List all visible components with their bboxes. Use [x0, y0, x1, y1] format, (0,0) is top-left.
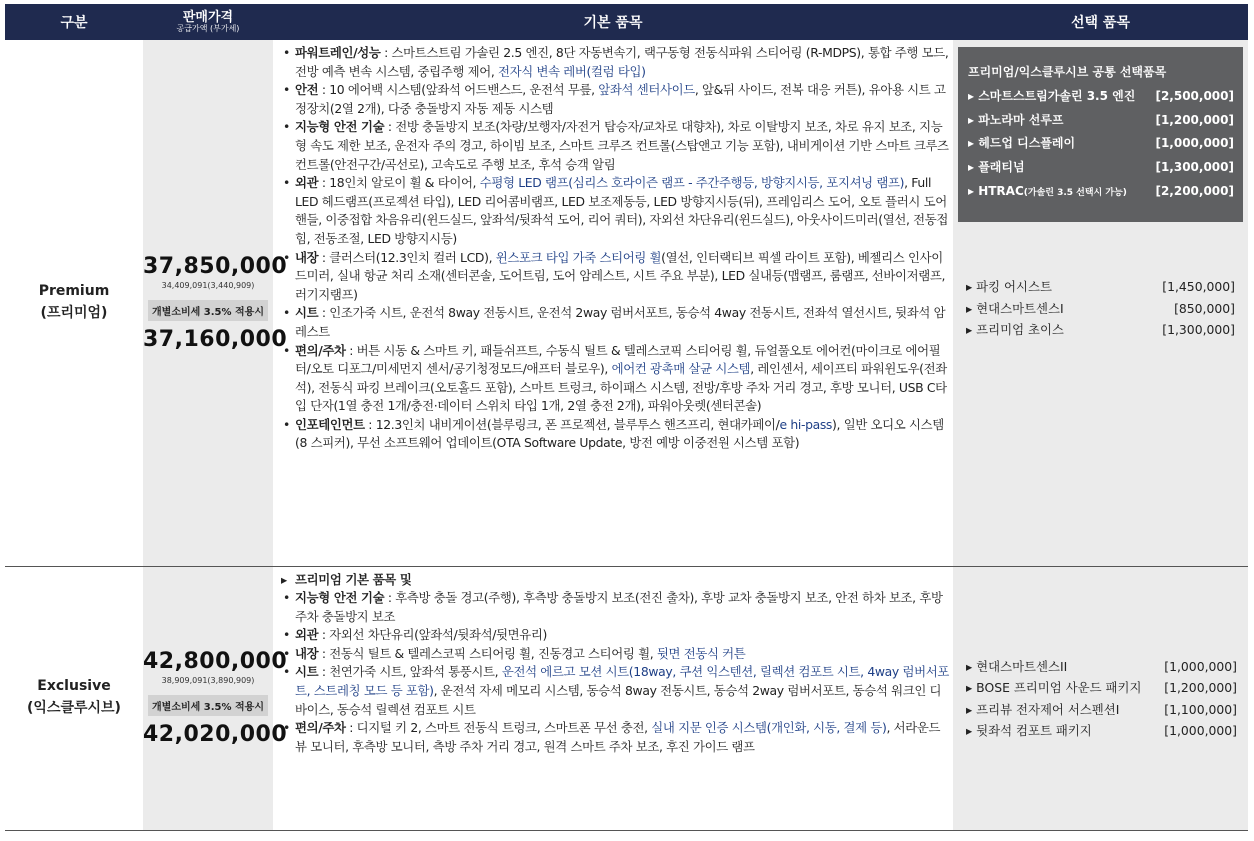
basic-item-text: : 천연가죽 시트, 앞좌석 통풍시트,: [318, 664, 502, 680]
price-cell-premium: [143, 40, 288, 566]
option-item-price: [850,000]: [1174, 300, 1235, 316]
common-option-box: [958, 47, 1243, 222]
trim-name-ko: (프리미엄): [40, 304, 108, 321]
option-item: [966, 720, 1237, 742]
basic-item-highlight: 뒷면 전동식 커튼: [656, 645, 746, 661]
option-item-price: [2,200,000]: [1155, 183, 1234, 198]
option-item-price: [2,500,000]: [1155, 88, 1234, 103]
basic-item-text: : 12.3인치 내비게이션(블루링크, 폰 프로젝션, 블루투스 핸즈프리, 현대카페이/: [364, 416, 780, 432]
option-item: [966, 298, 1235, 320]
option-cell-exclusive: [953, 566, 1248, 830]
basic-item-text-tail: , 앞&뒤 사이드, 전복 대응 커튼), 유아용 시트 고정장치(2열 2개), 다중 충돌방지 자동 제동 시스템: [295, 82, 946, 116]
basic-item-text: : 후측방 충돌 경고(주행), 후측방 충돌방지 보조(전진 출차), 후방 교차 충돌방지 보조, 안전 하차 보조, 후방 주차 충돌방지 보조: [295, 590, 943, 624]
option-item: [966, 319, 1235, 341]
table-row-exclusive: [5, 566, 1248, 830]
header-basic: 기본 품목: [273, 4, 953, 40]
option-item: [968, 85, 1234, 109]
basic-item: [279, 44, 949, 81]
common-option-list: [968, 85, 1234, 206]
option-item-label: 프리뷰 전자제어 서스펜션I: [976, 701, 1120, 717]
basic-item: [279, 174, 949, 248]
trim-cell-exclusive: [5, 566, 143, 830]
basic-item-category: 내장: [295, 249, 319, 265]
option-item-label: 헤드업 디스플레이: [978, 136, 1076, 151]
option-item-price: [1,450,000]: [1162, 279, 1235, 294]
basic-item: [279, 589, 949, 626]
basic-item-text-tail: , 서라운드 뷰 모니터, 후측방 모니터, 측방 주차 거리 경고, 원격 스마트 주차 보조, 후진 가이드 램프: [295, 720, 941, 754]
basic-item-text: : 디지털 키 2, 스마트 전동식 트렁크, 스마트폰 무선 충전,: [345, 720, 652, 736]
option-item-name: [968, 180, 1127, 206]
option-item-price: [1,100,000]: [1164, 701, 1237, 717]
option-item: [968, 132, 1234, 156]
basic-item: [279, 249, 949, 305]
option-item: [966, 699, 1237, 721]
option-item-price: [1,000,000]: [1164, 723, 1237, 738]
option-item-price: [1,300,000]: [1162, 322, 1235, 337]
option-item: [966, 656, 1237, 678]
option-item-price: [1,000,000]: [1155, 136, 1234, 151]
option-item-name: [966, 276, 1052, 298]
option-item-name: [968, 109, 1064, 133]
basic-item-text: : 스마트스트림 가솔린 2.5 엔진, 8단 자동변속기, 랙구동형 전동식파워 스티어링 (R-MDPS), 통합 주행 모드, 전방 예측 변속 시스템, 중립주행 제어,: [295, 45, 949, 79]
option-item-name: [968, 85, 1135, 109]
option-item-label: 파노라마 선루프: [978, 112, 1064, 127]
basic-item-text: : 인조가죽 시트, 운전석 8way 전동시트, 운전석 2way 럼버서포트, 동승석 4way 전동시트, 전좌석 열선시트, 뒷좌석 암레스트: [295, 305, 946, 339]
basic-item-category: 외관: [295, 627, 319, 643]
option-item: [968, 180, 1234, 206]
basic-item-category: 프리미엄 기본 품목 및: [295, 571, 412, 587]
option-item-label: 현대스마트센스II: [976, 658, 1068, 674]
basic-item-highlight: 수평형 LED 램프(심리스 호라이즌 램프 - 주간주행등, 방향지시등, 포지셔닝 램프): [479, 175, 905, 191]
option-item-label: 프리미엄 초이스: [976, 322, 1064, 337]
basic-item-text: : 10 에어백 시스템(앞좌석 어드밴스드, 운전석 무릎,: [318, 82, 599, 98]
tax-label: 개별소비세 3.5% 적용시: [148, 300, 268, 321]
basic-item: [279, 342, 949, 416]
basic-item-category: 시트: [295, 664, 319, 680]
price-cell-exclusive: [143, 566, 288, 830]
basic-item-category: 편의/주차: [295, 342, 346, 358]
option-item: [968, 156, 1234, 180]
trim-name-ko: (익스클루시브): [27, 700, 121, 716]
basic-item-highlight: 앞좌석 센터사이드: [598, 82, 695, 98]
option-item-label: 파킹 어시스트: [976, 279, 1052, 294]
option-list-exclusive: [958, 656, 1243, 742]
basic-item-text: : 버튼 시동 & 스마트 키, 패들쉬프트, 수동식 틸트 & 텔레스코픽 스티어링 휠, 듀얼풀오토 에어컨(마이크로 에어필터/오토 디포그/미세먼지 센서/공기청정모드/애프터 블로우),: [295, 342, 941, 377]
option-cell-premium: [953, 40, 1248, 566]
basic-item-text: : 자외선 차단유리(앞좌석/뒷좌석/뒷면유리): [318, 627, 547, 643]
price-detail: 34,409,091(3,440,909): [161, 280, 255, 290]
header-price-sub: 공급가액 (부가세): [176, 23, 240, 33]
basic-item: [279, 81, 949, 118]
option-item-label: HTRAC: [978, 183, 1024, 198]
basic-item-category: 외관: [295, 175, 319, 191]
basic-item: [279, 571, 949, 590]
option-item-label: 스마트스트림가솔린 3.5 엔진: [978, 88, 1136, 103]
basic-item: [279, 304, 949, 341]
header-trim: 구분: [5, 4, 143, 40]
basic-item-highlight: e hi-pass: [779, 416, 833, 432]
option-item-price: [1,200,000]: [1155, 112, 1234, 127]
basic-item: [279, 416, 949, 453]
option-list-premium: [958, 276, 1243, 341]
price-value: 37,850,000: [143, 253, 288, 279]
basic-item-category: 편의/주차: [295, 720, 346, 736]
option-item-price: [1,000,000]: [1164, 658, 1237, 674]
basic-cell-premium: [273, 40, 953, 566]
basic-item-highlight: 에어컨 광촉매 살균 시스템: [611, 361, 751, 377]
price-value: 42,800,000: [143, 649, 288, 674]
basic-item-highlight: 운전석 에르고 모션 시트(18way, 쿠션 익스텐션, 릴렉션 컴포트 시트, 4way 럼버서포트, 스트레칭 모드 등 포함): [295, 664, 949, 699]
basic-item-highlight: 전자식 변속 레버(컬럼 타입): [498, 63, 646, 79]
option-item-note: (가솔린 3.5 선택시 가능): [1023, 187, 1127, 198]
option-item-label: BOSE 프리미엄 사운드 패키지: [976, 680, 1142, 695]
header-option: 선택 품목: [953, 4, 1248, 40]
table-header-row: [5, 4, 1248, 40]
basic-item-category: 인포테인먼트: [295, 416, 365, 432]
basic-list-premium: [279, 44, 949, 453]
header-price: [143, 4, 273, 40]
trim-cell-premium: [5, 40, 143, 566]
common-option-title: 프리미엄/익스클루시브 공통 선택품목: [968, 65, 1167, 79]
option-item-label: 뒷좌석 컴포트 패키지: [976, 723, 1092, 738]
basic-item-text-tail: , 운전석 자세 메모리 시스템, 동승석 8way 전동시트, 동승석 2way 럼버서포트, 동승석 워크인 디바이스, 동승석 릴렉션 컴포트 시트: [295, 683, 942, 717]
basic-item: [279, 719, 949, 756]
option-item-name: [966, 699, 1119, 721]
trim-name-en: Exclusive: [37, 678, 111, 695]
basic-item-category: 시트: [295, 305, 319, 321]
basic-item-category: 내장: [295, 645, 319, 661]
tax-label: 개별소비세 3.5% 적용시: [148, 695, 268, 716]
option-item-name: [966, 720, 1092, 742]
price-taxed: 42,020,000: [143, 722, 288, 747]
basic-cell-exclusive: [273, 566, 953, 830]
basic-item-highlight: 윈스포크 타입 가죽 스티어링 휠: [495, 249, 662, 265]
basic-item: [279, 626, 949, 645]
basic-item-text: : 18인치 알로이 휠 & 타이어,: [318, 175, 480, 191]
option-item: [966, 276, 1235, 298]
option-item-name: [966, 319, 1064, 341]
option-item-name: [966, 298, 1064, 320]
basic-item: [279, 645, 949, 664]
option-item-label: 현대스마트센스I: [976, 300, 1064, 316]
header-price-main: 판매가격: [182, 9, 234, 25]
basic-item-category: 지능형 안전 기술: [295, 119, 385, 135]
option-item-name: [968, 156, 1025, 180]
option-item-name: [968, 132, 1075, 156]
option-item-name: [966, 677, 1141, 699]
basic-item: [279, 118, 949, 174]
trim-name-en: Premium: [38, 283, 110, 300]
basic-item-text: : 전방 충돌방지 보조(차량/보행자/자전거 탑승자/교차로 대향차), 차로 이탈방지 보조, 차로 유지 보조, 지능형 속도 제한 보조, 운전자 주의 경고, 하이빔 보조, 스마트 크루즈 컨트롤(스탑앤고 기능 포함), 내비게이션 기반 스마트 크루즈 컨트롤(안전구간/곡선로), 고속도로 주행 보조, 후석 승객 알림: [295, 119, 949, 172]
option-item-price: [1,300,000]: [1155, 160, 1234, 175]
basic-item-text: : 클러스터(12.3인치 컬러 LCD),: [318, 249, 496, 265]
basic-item-text-tail: (열선, 인터랙티브 픽셀 라이트 포함), 베젤리스 인사이드미러, 실내 항균 처리 소재(센터콘솔, 도어트림, 도어 암레스트, 시트 주요 부분), LED 실내등(맵램프, 룸램프, 선바이저램프, 러기지램프): [295, 249, 946, 302]
price-taxed: 37,160,000: [143, 326, 288, 352]
trim-price-table: [5, 4, 1248, 831]
basic-item-text-tail: , Full LED 헤드램프(프로젝션 타입), LED 리어콤비램프, LED 보조제동등, LED 방향지시등(뒤), 프레임리스 도어, 오토 플러시 도어핸들, 이중접합 차음유리(윈드실드, 앞좌석/뒷좌석 도어, 리어 쿼터), 자외선 차단유리(윈드실드), 아웃사이드미러(열선, 전동접힘, 전동조절, LED 방향지시등): [295, 175, 949, 246]
table-row-premium: [5, 40, 1248, 566]
basic-item: [279, 663, 949, 719]
price-detail: 38,909,091(3,890,909): [161, 676, 255, 685]
basic-item-highlight: 실내 지문 인증 시스템(개인화, 시동, 결제 등): [651, 720, 887, 736]
basic-item-category: 파워트레인/성능: [295, 45, 381, 60]
option-item: [966, 677, 1237, 699]
basic-list-exclusive: [279, 571, 949, 757]
basic-item-category: 안전: [295, 82, 319, 98]
basic-item-text-tail: , 레인센서, 세이프티 파워윈도우(전좌석), 전동식 파킹 브레이크(오토홀드 포함), 스마트 트렁크, 하이패스 시스템, 전방/후방 주차 거리 경고, 후방 모니터, USB C타입 단자(1열 충전 1개/충전·데이터 스위치 타입 1개, 2열 충전 2개), 파워아웃렛(센터콘솔): [295, 361, 947, 414]
option-item-label: 플래티넘: [978, 160, 1025, 175]
option-item: [968, 109, 1234, 133]
basic-item-text-tail: ), 일반 오디오 시스템(8 스피커), 무선 소프트웨어 업데이트(OTA Software Update, 방전 예방 이중전원 시스템 포함): [295, 416, 944, 451]
basic-item-text: : 전동식 틸트 & 텔레스코픽 스티어링 휠, 진동경고 스티어링 휠,: [318, 645, 657, 661]
option-item-price: [1,200,000]: [1164, 680, 1237, 695]
option-item-name: [966, 656, 1067, 678]
basic-item-category: 지능형 안전 기술: [295, 590, 385, 606]
